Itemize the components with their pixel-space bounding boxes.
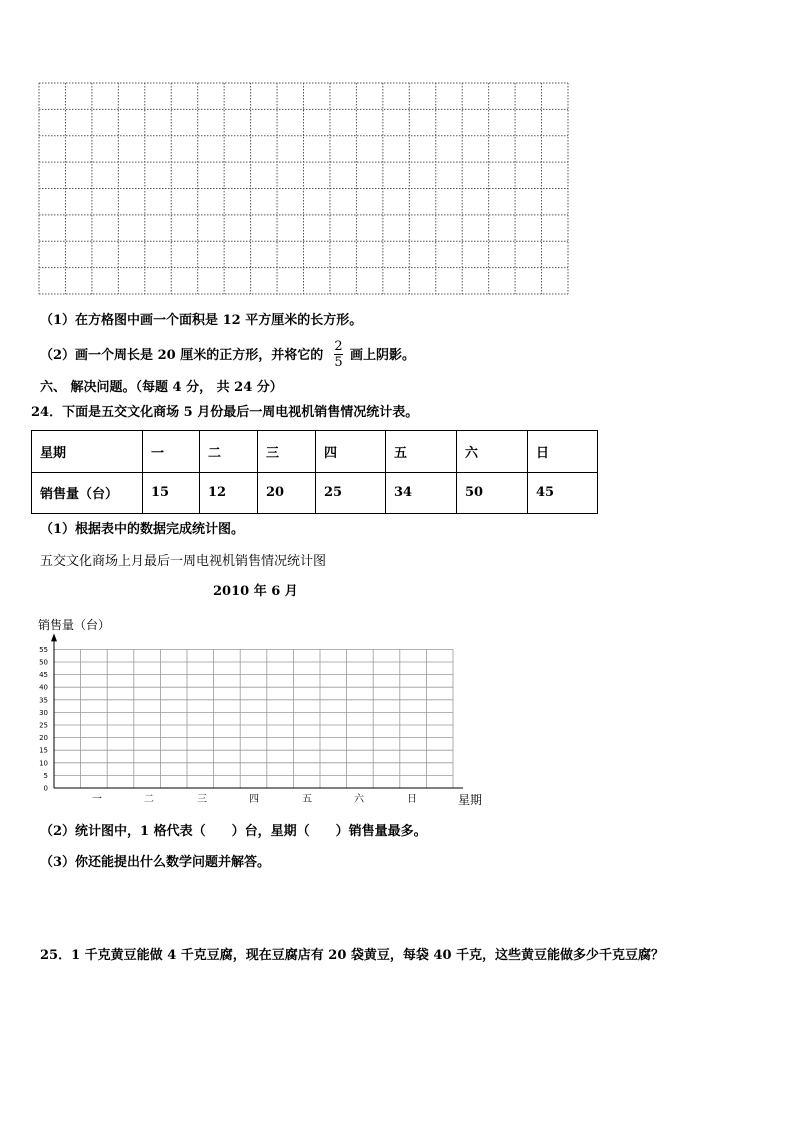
table-value-cell: 12: [200, 472, 258, 514]
table-value-cell: 50: [457, 472, 528, 514]
table-day-cell: 一: [143, 431, 200, 473]
table-row-label: 销售量（台）: [32, 472, 143, 514]
y-tick-label: 35: [39, 696, 48, 705]
y-tick-label: 10: [39, 759, 48, 768]
y-tick-label: 5: [43, 771, 48, 780]
q23-part2-before: （2）画一个周长是 20 厘米的正方形，并将它的: [40, 348, 324, 363]
y-tick-label: 15: [39, 746, 48, 755]
y-tick-label: 50: [39, 658, 48, 667]
y-tick-label: 40: [39, 683, 48, 692]
table-value-cell: 45: [528, 472, 598, 514]
x-category-label: 五: [302, 794, 312, 805]
q23-part1: （1）在方格图中画一个面积是 12 平方厘米的长方形。: [40, 313, 363, 328]
x-category-label: 一: [92, 794, 102, 805]
table-day-cell: 日: [528, 431, 598, 473]
y-tick-label: 20: [39, 734, 48, 743]
table-day-cell: 三: [258, 431, 316, 473]
y-tick-label: 0: [43, 784, 48, 793]
x-category-label: 三: [197, 794, 207, 805]
y-axis-arrow: [51, 633, 57, 641]
fraction: [334, 340, 343, 369]
x-category-label: 四: [249, 794, 259, 805]
table-row-header: [32, 431, 598, 473]
table-value-cell: 20: [258, 472, 316, 514]
q25-question: 25．1 千克黄豆能做 4 千克豆腐，现在豆腐店有 20 袋黄豆，每袋 40 千克，这些黄豆能做多少千克豆腐？: [40, 948, 665, 963]
x-axis-label: 星期: [458, 793, 483, 807]
y-tick-label: 30: [39, 708, 48, 717]
table-header-label: 星期: [32, 431, 143, 473]
fraction-denominator: 5: [334, 355, 343, 370]
section-heading: 六、 解决问题。（每题 4 分， 共 24 分）: [40, 380, 283, 395]
q23-part2-after: 画上阴影。: [350, 348, 416, 363]
q24-part2: （2）统计图中，1 格代表（ ）台，星期（ ）销售量最多。: [40, 824, 427, 839]
y-axis-label: 销售量（台）: [38, 618, 111, 632]
q24-part1: （1）根据表中的数据完成统计图。: [40, 522, 245, 537]
x-category-label: 日: [407, 794, 417, 805]
y-tick-label: 25: [39, 721, 48, 730]
x-category-label: 二: [144, 794, 154, 805]
x-category-label: 六: [354, 794, 364, 805]
table-value-cell: 34: [386, 472, 457, 514]
table-day-cell: 二: [200, 431, 258, 473]
q24-title: 24．下面是五交文化商场 5 月份最后一周电视机销售情况统计表。: [31, 405, 419, 420]
sales-table: [31, 430, 598, 514]
table-day-cell: 六: [457, 431, 528, 473]
fraction-numerator: 2: [334, 339, 343, 354]
table-row-values: [32, 472, 598, 514]
chart-date: 2010 年 6 月: [213, 584, 298, 599]
table-value-cell: 25: [316, 472, 386, 514]
table-day-cell: 五: [386, 431, 457, 473]
y-tick-label: 55: [39, 645, 48, 654]
q24-part3: （3）你还能提出什么数学问题并解答。: [40, 855, 271, 870]
y-tick-label: 45: [39, 671, 48, 680]
table-value-cell: 15: [143, 472, 200, 514]
table-day-cell: 四: [316, 431, 386, 473]
chart-title: 五交文化商场上月最后一周电视机销售情况统计图: [40, 554, 327, 569]
